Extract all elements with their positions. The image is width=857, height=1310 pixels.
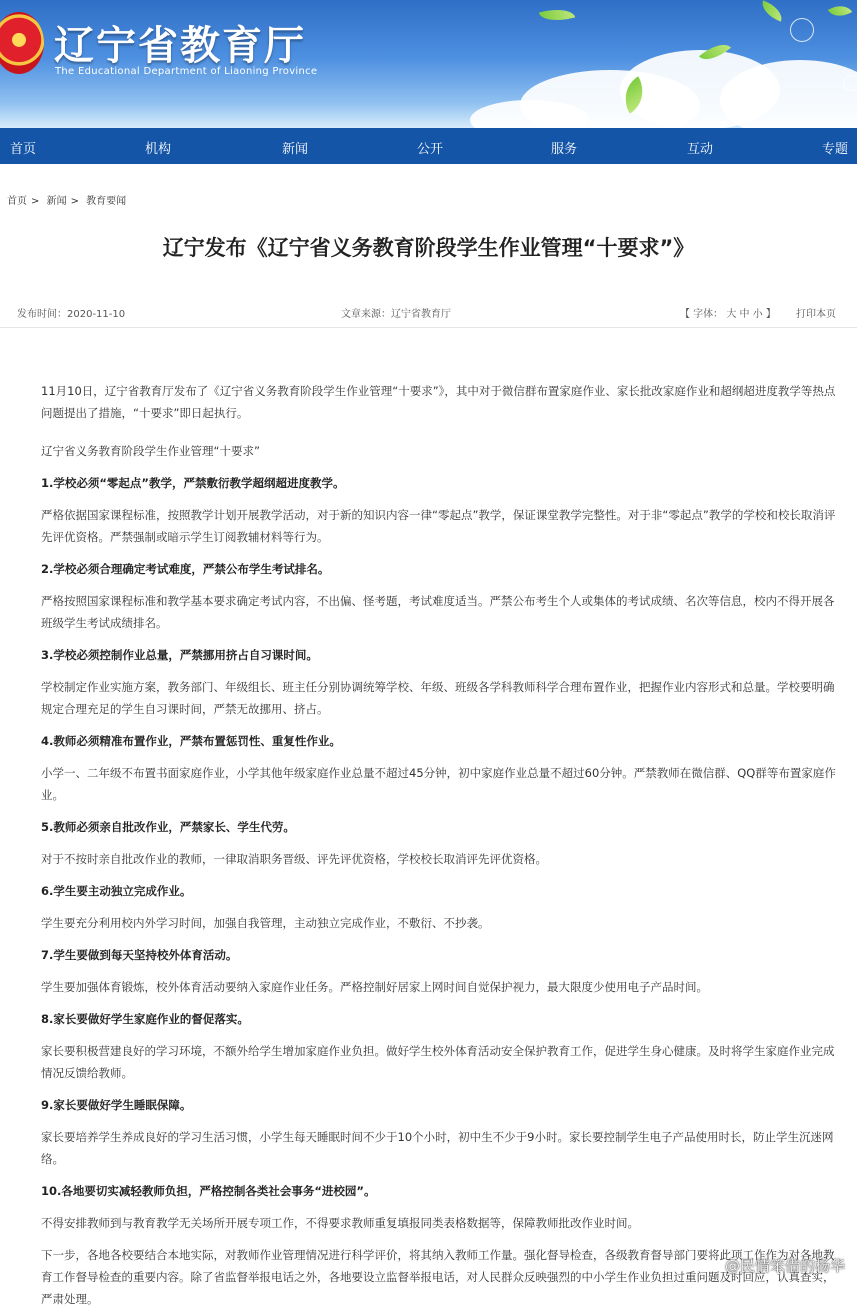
site-subtitle: The Educational Department of Liaoning Province [55, 66, 318, 77]
article-paragraph: 下一步，各地各校要结合本地实际，对教师作业管理情况进行科学评价，将其纳入教师工作量。强化督导检查，各级教育督导部门要将此项工作作为对各地教育工作督导检查的重要内容。除了省监督举报电话之外，各地要设立监督举报电话，对人民群众反映强烈的中小学生作业负担过重问题及时回应，认真查实，严肃处理。 [41, 1248, 835, 1306]
article-heading: 7.学生要做到每天坚持校外体育活动。 [41, 948, 238, 962]
article-paragraph: 严格按照国家课程标准和教学基本要求确定考试内容，不出偏、怪考题，考试难度适当。严禁公布考生个人或集体的考试成绩、名次等信息，校内不得开展各班级学生考试成绩排名。 [41, 594, 835, 630]
article-heading: 2.学校必须合理确定考试难度，严禁公布学生考试排名。 [41, 562, 330, 576]
article-title: 辽宁发布《辽宁省义务教育阶段学生作业管理“十要求”》 [162, 236, 695, 260]
main-nav [0, 128, 857, 164]
article-heading: 3.学校必须控制作业总量，严禁挪用挤占自习课时间。 [41, 648, 318, 662]
nav-item-organization[interactable]: 机构 [145, 142, 172, 157]
national-emblem-icon [0, 12, 44, 74]
article-heading: 8.家长要做好学生家庭作业的督促落实。 [41, 1012, 249, 1026]
article-paragraph: 11月10日，辽宁省教育厅发布了《辽宁省义务教育阶段学生作业管理“十要求”》，其中对于微信群布置家庭作业、家长批改家庭作业和超纲超进度教学等热点问题提出了措施，“十要求”即日起执行。 [41, 384, 836, 420]
article-paragraph: 学生要加强体育锻炼，校外体育活动要纳入家庭作业任务。严格控制好居家上网时间自觉保护视力，最大限度少使用电子产品时间。 [41, 980, 708, 994]
article-heading: 4.教师必须精准布置作业，严禁布置惩罚性、重复性作业。 [41, 734, 341, 748]
article-body [41, 380, 844, 1310]
article-paragraph: 对于不按时亲自批改作业的教师，一律取消职务晋级、评先评优资格，学校校长取消评先评优资格。 [41, 852, 547, 866]
breadcrumb-separator: > [31, 196, 40, 207]
article-heading: 10.各地要切实减轻教师负担，严格控制各类社会事务“进校园”。 [41, 1184, 376, 1198]
nav-item-interaction[interactable]: 互动 [687, 142, 714, 157]
nav-item-service[interactable]: 服务 [551, 142, 578, 157]
article-heading: 5.教师必须亲自批改作业，严禁家长、学生代劳。 [41, 820, 295, 834]
nav-item-public[interactable]: 公开 [417, 142, 444, 157]
site-title: 辽宁省教育厅 [54, 23, 306, 69]
article-heading: 9.家长要做好学生睡眠保障。 [41, 1098, 192, 1112]
print-button[interactable]: 打印本页 [796, 309, 836, 320]
article-heading: 6.学生要主动独立完成作业。 [41, 884, 192, 898]
article-heading: 1.学校必须“零起点”教学，严禁敷衍教学超纲超进度教学。 [41, 476, 345, 490]
article-paragraph: 辽宁省义务教育阶段学生作业管理“十要求” [41, 444, 260, 458]
article-paragraph: 不得安排教师到与教育教学无关场所开展专项工作，不得要求教师重复填报同类表格数据等，保障教师批改作业时间。 [41, 1216, 639, 1230]
article-source: 文章来源：辽宁省教育厅 [341, 309, 451, 320]
article-paragraph: 学生要充分利用校内外学习时间，加强自我管理，主动独立完成作业，不敷衍、不抄袭。 [41, 916, 490, 930]
header-banner [0, 0, 857, 128]
breadcrumb-education-news[interactable]: 教育要闻 [86, 196, 127, 207]
nav-item-home[interactable]: 首页 [10, 142, 37, 157]
font-size-control[interactable]: 【 字体： 大 中 小 】 [680, 309, 776, 320]
nav-item-topics[interactable]: 专题 [822, 142, 849, 157]
article-paragraph: 学校制定作业实施方案，教务部门、年级组长、班主任分别协调统筹学校、年级、班级各学科教师科学合理布置作业，把握作业内容形式和总量。学校要明确规定合理充足的学生自习课时间，严禁无故挪用、挤占。 [41, 680, 835, 716]
article-paragraph: 严格依据国家课程标准，按照教学计划开展教学活动，对于新的知识内容一律“零起点”教学，保证课堂教学完整性。对于非“零起点”教学的学校和校长取消评先评优资格。严禁强制或暗示学生订阅教辅材料等行为。 [41, 508, 836, 544]
publish-time: 发布时间：2020-11-10 [17, 309, 126, 320]
meta-divider [0, 327, 857, 328]
nav-item-news[interactable]: 新闻 [282, 142, 309, 157]
breadcrumb [7, 192, 130, 207]
breadcrumb-separator: > [70, 196, 79, 207]
article-paragraph: 家长要积极营建良好的学习环境，不额外给学生增加家庭作业负担。做好学生校外体育活动安全保护教育工作，促进学生身心健康。及时将学生家庭作业完成情况反馈给教师。 [41, 1044, 835, 1080]
breadcrumb-home[interactable]: 首页 [7, 196, 27, 207]
article-paragraph: 小学一、二年级不布置书面家庭作业，小学其他年级家庭作业总量不超过45分钟，初中家庭作业总量不超过60分钟。严禁教师在微信群、QQ群等布置家庭作业。 [41, 766, 836, 802]
weibo-watermark: @民情笨借的杨华 [724, 1257, 845, 1275]
article-paragraph: 家长要培养学生养成良好的学习生活习惯，小学生每天睡眠时间不少于10个小时，初中生不少于9小时。家长要控制学生电子产品使用时长，防止学生沉迷网络。 [41, 1130, 834, 1166]
breadcrumb-news[interactable]: 新闻 [46, 196, 67, 207]
